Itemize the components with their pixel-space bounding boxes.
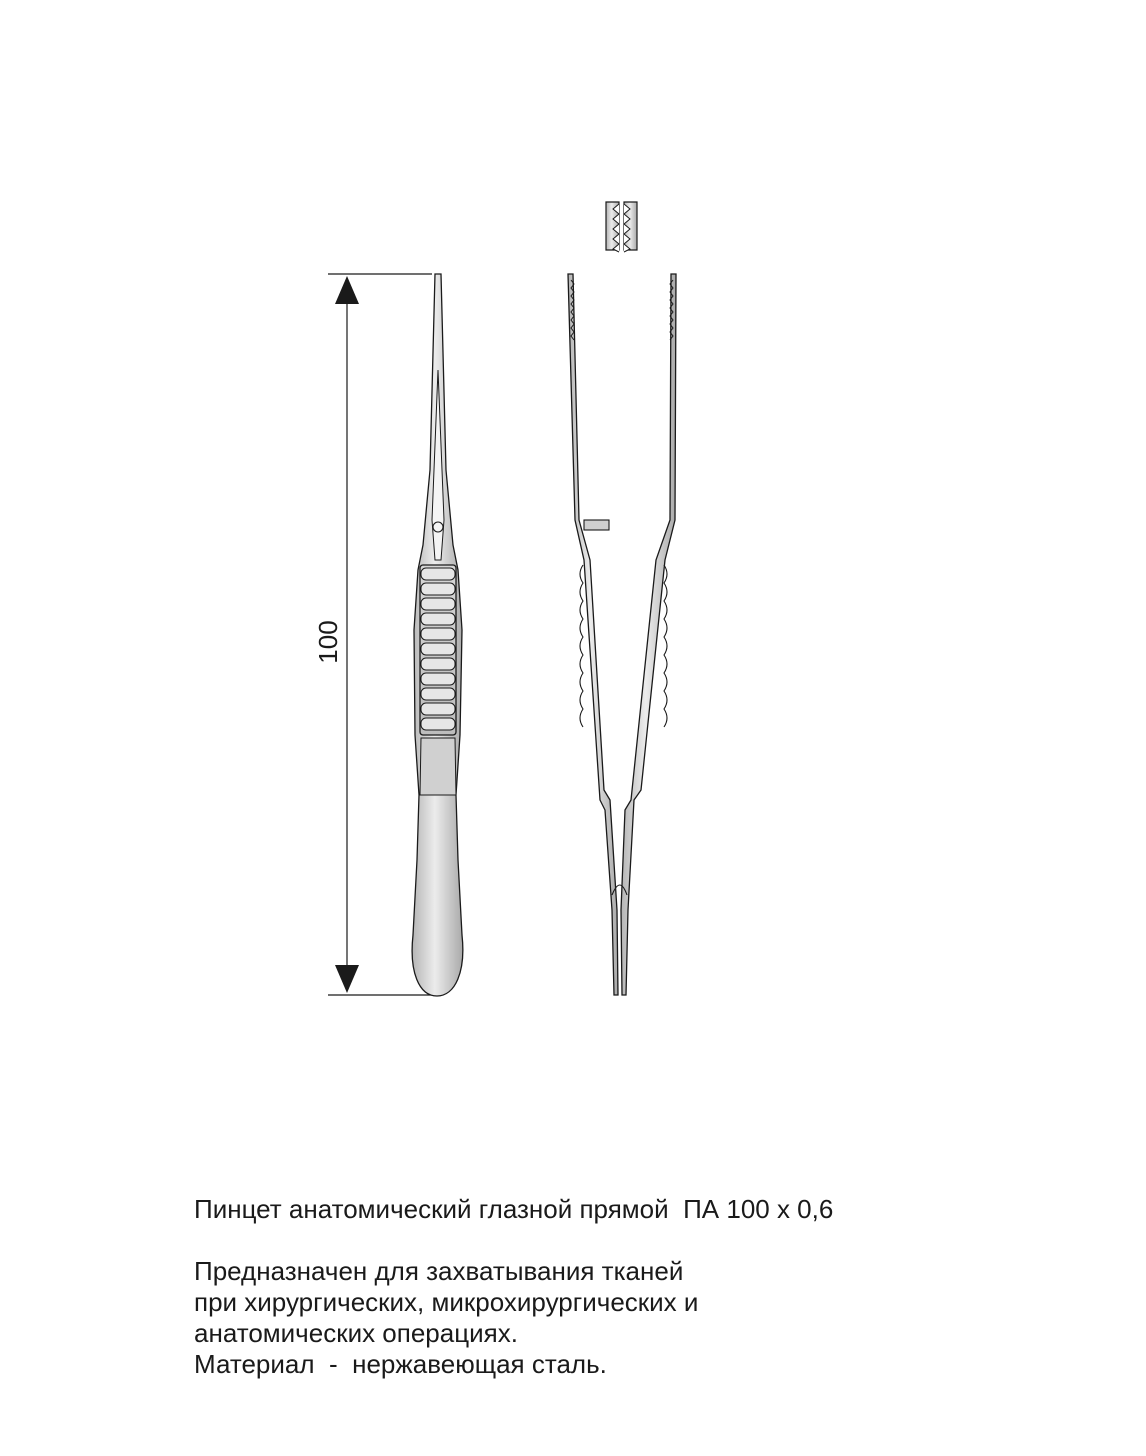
grip-ribs [421,568,455,730]
description-line: Предназначен для захватывания тканей [194,1256,684,1286]
right-grip-waves [664,565,667,727]
forceps-side-view [568,274,676,995]
pivot-hole [433,522,443,532]
arrowhead-top [335,276,359,304]
stop-pin [584,520,609,530]
tip-detail [606,202,637,252]
right-leg [621,274,676,995]
material-line: Материал - нержавеющая сталь. [194,1349,607,1379]
left-grip-waves [580,565,583,727]
caption [194,1194,1094,1380]
product-title: Пинцет анатомический глазной прямой ПА 100 х 0,6 [194,1194,834,1224]
left-leg [568,274,618,995]
description-line: анатомических операциях. [194,1318,518,1348]
description-line: при хирургических, микрохирургических и [194,1287,699,1317]
arrowhead-bottom [335,965,359,993]
handle-panel [420,738,456,795]
forceps-front-view [412,274,463,996]
dimension-label: 100 [313,620,343,664]
